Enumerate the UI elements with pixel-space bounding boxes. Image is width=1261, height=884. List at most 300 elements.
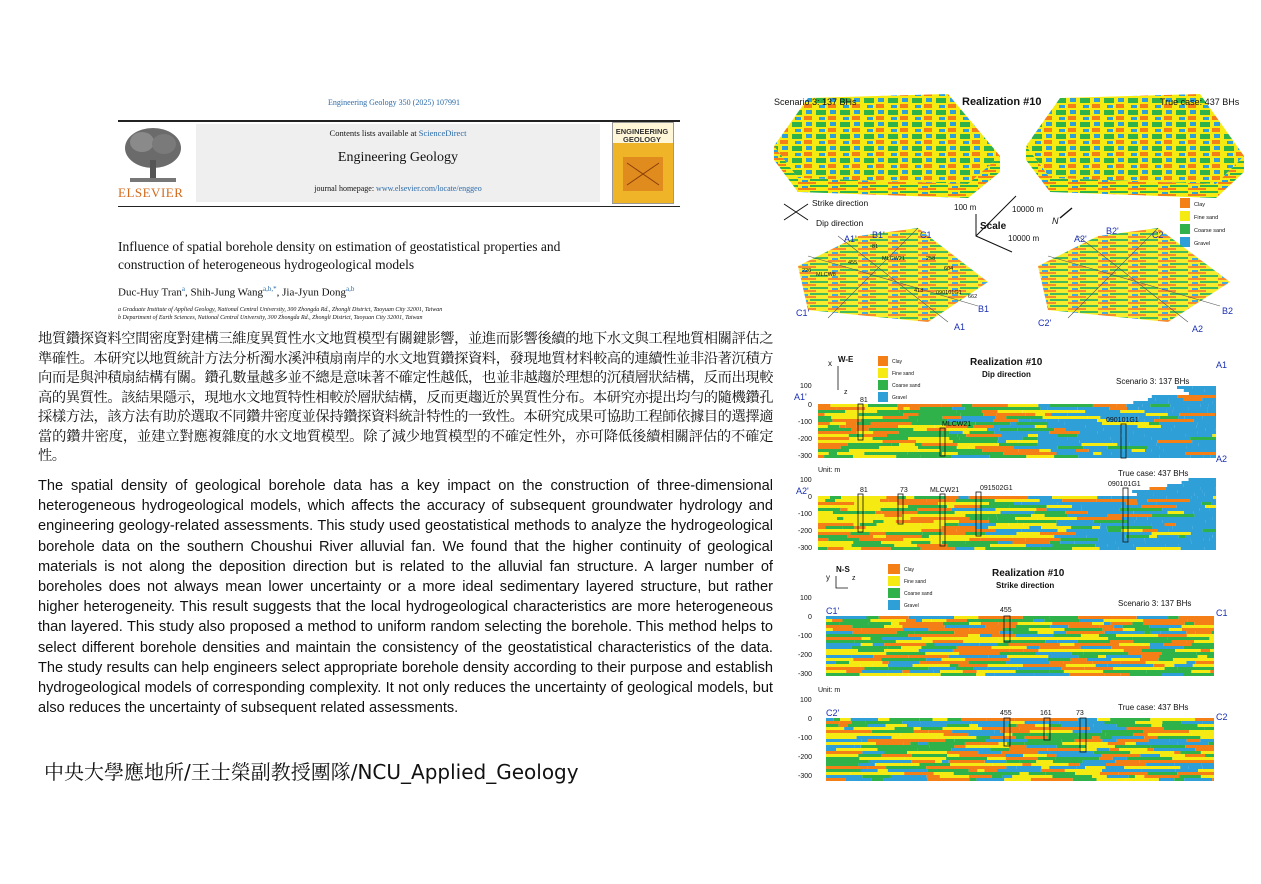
lithology-cell: [1103, 628, 1114, 631]
lithology-cell: [849, 434, 864, 437]
lithology-cell: [1211, 502, 1216, 505]
lithology-cell: [955, 511, 981, 514]
lithology-cell: [1054, 535, 1087, 538]
lithology-cell: [835, 499, 880, 502]
lithology-cell: [1209, 404, 1216, 407]
lithology-cell: [921, 535, 929, 538]
z-label: z: [852, 575, 856, 582]
lithology-cell: [826, 631, 853, 634]
lithology-cell: [1056, 757, 1088, 760]
lithology-cell: [850, 532, 870, 535]
lithology-cell: [1179, 544, 1216, 547]
lithology-cell: [985, 739, 1027, 742]
lithology-cell: [919, 733, 944, 736]
lithology-cell: [1007, 655, 1048, 658]
lithology-cell: [966, 772, 990, 775]
lithology-cell: [1097, 496, 1111, 499]
lithology-cell: [1047, 658, 1070, 661]
lithology-cell: [945, 625, 986, 628]
lithology-cell: [1110, 640, 1134, 643]
lithology-cell: [1183, 431, 1198, 434]
lithology-cell: [1154, 748, 1195, 751]
y-tick: 100: [800, 595, 812, 602]
lithology-cell: [1120, 410, 1144, 413]
lithology-cell: [1150, 404, 1170, 407]
lithology-cell: [825, 413, 859, 416]
lithology-cell: [914, 730, 929, 733]
lithology-cell: [1201, 404, 1209, 407]
lithology-cell: [1155, 398, 1168, 401]
lithology-cell: [1143, 529, 1158, 532]
lithology-cell: [990, 736, 1015, 739]
lithology-cell: [1040, 499, 1063, 502]
well-label: 091502G1: [980, 485, 1013, 492]
lithology-cell: [989, 455, 1026, 458]
lithology-cell: [959, 523, 990, 526]
lithology-cell: [1107, 544, 1134, 547]
lithology-cell: [1049, 670, 1064, 673]
lithology-cell: [1207, 655, 1214, 658]
lithology-cell: [1152, 514, 1195, 517]
lithology-cell: [828, 425, 839, 428]
lithology-cell: [862, 670, 903, 673]
lithology-cell: [927, 754, 948, 757]
lithology-cell: [1146, 661, 1187, 664]
lithology-cell: [908, 634, 953, 637]
lithology-cell: [929, 730, 952, 733]
lithology-cell: [1049, 431, 1080, 434]
lithology-cell: [1137, 499, 1148, 502]
lithology-cell: [928, 742, 965, 745]
lithology-cell: [1123, 625, 1150, 628]
lithology-cell: [839, 724, 848, 727]
lithology-cell: [840, 508, 847, 511]
lithology-cell: [818, 517, 837, 520]
lithology-cell: [818, 508, 840, 511]
lithology-cell: [1168, 766, 1180, 769]
lithology-cell: [1145, 434, 1161, 437]
lithology-cell: [1184, 389, 1204, 392]
lithology-cell: [983, 413, 996, 416]
axis-label: y: [826, 573, 830, 582]
lithology-cell: [1082, 443, 1118, 446]
lithology-cell: [998, 643, 1009, 646]
lithology-cell: [1035, 652, 1072, 655]
scale-title: Scale: [980, 221, 1007, 232]
lithology-cell: [894, 754, 912, 757]
lithology-cell: [1041, 526, 1071, 529]
well-label: 662: [968, 294, 978, 300]
lithology-cell: [955, 667, 973, 670]
lithology-cell: [1031, 514, 1045, 517]
lithology-cell: [1203, 538, 1210, 541]
lithology-cell: [1162, 508, 1199, 511]
lithology-cell: [1172, 428, 1206, 431]
lithology-cell: [1145, 410, 1167, 413]
lithology-cell: [1160, 631, 1186, 634]
lithology-cell: [920, 661, 945, 664]
lithology-cell: [1175, 649, 1201, 652]
lithology-cell: [1056, 754, 1101, 757]
lithology-cell: [1015, 736, 1024, 739]
lithology-cell: [1213, 496, 1216, 499]
lithology-cell: [977, 769, 984, 772]
lithology-cell: [1043, 416, 1088, 419]
lithology-cell: [1209, 449, 1217, 452]
lithology-cell: [1065, 628, 1103, 631]
lithology-cell: [1169, 398, 1184, 401]
lithology-cell: [1046, 419, 1059, 422]
lithology-cell: [917, 544, 948, 547]
lithology-cell: [1062, 742, 1107, 745]
fence-label-a2: A2: [1192, 324, 1204, 334]
lithology-cell: [1100, 526, 1107, 529]
lithology-cell: [1029, 772, 1046, 775]
lithology-cell: [864, 452, 908, 455]
lithology-cell: [1147, 772, 1177, 775]
lithology-cell: [926, 643, 934, 646]
lithology-cell: [981, 511, 1001, 514]
lithology-cell: [996, 514, 1031, 517]
lithology-cell: [818, 505, 830, 508]
lithology-cell: [1083, 446, 1108, 449]
lithology-cell: [826, 748, 836, 751]
fence-label-a1: A1: [954, 322, 966, 332]
lithology-cell: [1127, 757, 1172, 760]
lithology-cell: [826, 658, 853, 661]
fence-label-b1: B1: [978, 304, 990, 314]
lithology-cell: [1099, 757, 1113, 760]
label-true-case: True case: 437 BHs: [1118, 469, 1189, 478]
lithology-cell: [1102, 769, 1141, 772]
lithology-cell: [1125, 742, 1136, 745]
lithology-cell: [1045, 640, 1057, 643]
lithology-cell: [1162, 721, 1181, 724]
sciencedirect-link[interactable]: ScienceDirect: [418, 128, 467, 138]
lithology-cell: [884, 643, 926, 646]
fence-label-c2: C2: [1152, 230, 1164, 240]
lithology-cell: [992, 775, 1003, 778]
lithology-cell: [860, 742, 876, 745]
well-label: 455: [1000, 710, 1012, 717]
header-rule-bottom: [118, 206, 680, 207]
lithology-cell: [966, 434, 1001, 437]
lithology-cell: [882, 449, 919, 452]
lithology-cell: [865, 721, 902, 724]
lithology-cell: [1016, 670, 1050, 673]
lithology-cell: [995, 529, 1021, 532]
lithology-cell: [884, 529, 922, 532]
lithology-cell: [1099, 634, 1116, 637]
lithology-cell: [1148, 499, 1190, 502]
lithology-cell: [1130, 673, 1162, 676]
lithology-cell: [1161, 434, 1186, 437]
lithology-cell: [1025, 736, 1048, 739]
lithology-cell: [986, 625, 1016, 628]
lithology-cell: [1083, 452, 1093, 455]
lithology-cell: [826, 637, 862, 640]
lithology-cell: [883, 440, 907, 443]
lithology-cell: [916, 440, 953, 443]
lithology-cell: [1039, 649, 1084, 652]
lithology-cell: [969, 517, 988, 520]
y-tick: 0: [808, 402, 812, 409]
lithology-cell: [1212, 434, 1216, 437]
lithology-cell: [836, 407, 865, 410]
lithology-cell: [1079, 440, 1112, 443]
lithology-cell: [1020, 760, 1037, 763]
lithology-cell: [1149, 535, 1157, 538]
lithology-cell: [1044, 619, 1079, 622]
lithology-cell: [935, 760, 942, 763]
lithology-cell: [944, 733, 969, 736]
lithology-cell: [1146, 763, 1174, 766]
lithology-cell: [1057, 520, 1094, 523]
lithology-cell: [919, 407, 952, 410]
lithology-cell: [1201, 649, 1210, 652]
lithology-cell: [1189, 766, 1203, 769]
lithology-cell: [1074, 541, 1115, 544]
lithology-cell: [891, 622, 899, 625]
fence-label-b2: B2: [1222, 306, 1234, 316]
contents-prefix: Contents lists available at: [329, 128, 419, 138]
lithology-cell: [888, 664, 913, 667]
legend-swatch-gravel: [1180, 237, 1190, 247]
lithology-cell: [887, 673, 909, 676]
lithology-cell: [1159, 778, 1174, 781]
lithology-cell: [904, 772, 934, 775]
lithology-cell: [995, 673, 1035, 676]
lithology-cell: [839, 425, 845, 428]
lithology-cell: [1023, 616, 1050, 619]
legend-swatch-coarse-sand: [878, 380, 888, 390]
lithology-cell: [1132, 490, 1177, 493]
lithology-cell: [861, 547, 891, 550]
lithology-cell: [1038, 751, 1049, 754]
lithology-cell: [982, 727, 1019, 730]
lithology-cell: [824, 455, 853, 458]
lithology-cell: [1162, 673, 1184, 676]
lithology-cell: [879, 616, 909, 619]
lithology-cell: [1142, 643, 1150, 646]
lithology-cell: [1202, 721, 1214, 724]
lithology-cell: [885, 751, 908, 754]
lithology-cell: [902, 721, 920, 724]
lithology-cell: [1086, 425, 1109, 428]
lithology-cell: [993, 419, 1018, 422]
lithology-cell: [1006, 757, 1038, 760]
lithology-cell: [1035, 425, 1047, 428]
lithology-cell: [902, 763, 920, 766]
lithology-cell: [1149, 452, 1175, 455]
lithology-cell: [878, 748, 918, 751]
y-tick: -100: [798, 511, 813, 518]
well-label: 455: [1000, 607, 1012, 614]
lithology-cell: [1185, 754, 1205, 757]
lithology-cell: [965, 742, 999, 745]
lithology-cell: [1023, 643, 1060, 646]
lithology-cell: [849, 449, 881, 452]
lithology-cell: [918, 742, 928, 745]
y-tick: 100: [800, 477, 812, 484]
lithology-cell: [826, 739, 850, 742]
lithology-cell: [963, 640, 1003, 643]
lithology-cell: [943, 532, 966, 535]
lithology-cell: [1010, 422, 1016, 425]
lithology-cell: [1111, 622, 1133, 625]
figure-dip-sections: [790, 352, 1230, 556]
lithology-cell: [897, 404, 942, 407]
legend-coarse-sand: Coarse sand: [904, 591, 933, 597]
lithology-cell: [818, 416, 831, 419]
lithology-cell: [867, 616, 879, 619]
lithology-cell: [826, 625, 852, 628]
lithology-cell: [1182, 628, 1214, 631]
lithology-cell: [1001, 751, 1038, 754]
lithology-cell: [963, 431, 970, 434]
homepage-link[interactable]: www.elsevier.com/locate/enggeo: [376, 184, 482, 193]
lithology-cell: [826, 766, 867, 769]
lithology-cell: [1040, 547, 1072, 550]
lithology-cell: [1083, 760, 1116, 763]
well-label: MLCW21: [882, 256, 905, 262]
lithology-cell: [998, 437, 1022, 440]
lithology-cell: [1137, 502, 1157, 505]
lithology-cell: [826, 736, 857, 739]
lithology-cell: [1006, 416, 1042, 419]
lithology-cell: [1115, 745, 1150, 748]
lithology-cell: [1077, 434, 1122, 437]
lithology-cell: [961, 404, 972, 407]
lithology-cell: [873, 535, 886, 538]
lithology-cell: [1194, 640, 1214, 643]
lithology-cell: [1068, 437, 1104, 440]
lithology-cell: [1072, 652, 1084, 655]
lithology-cell: [1029, 628, 1065, 631]
lithology-cell: [947, 754, 959, 757]
lithology-cell: [865, 667, 889, 670]
lithology-cell: [1057, 452, 1084, 455]
well-label: 81: [860, 487, 868, 494]
lithology-cell: [1189, 478, 1217, 481]
lithology-cell: [1054, 634, 1082, 637]
lithology-cell: [1050, 718, 1078, 721]
lithology-cell: [1201, 487, 1216, 490]
lithology-cell: [1115, 760, 1139, 763]
lithology-cell: [1190, 499, 1216, 502]
lithology-cell: [1093, 661, 1120, 664]
lithology-cell: [1069, 673, 1105, 676]
lithology-cell: [818, 419, 832, 422]
lithology-cell: [891, 547, 921, 550]
lithology-cell: [826, 622, 839, 625]
lithology-cell: [992, 646, 1027, 649]
lithology-cell: [844, 547, 862, 550]
lithology-cell: [850, 739, 862, 742]
lithology-cell: [953, 634, 968, 637]
lithology-cell: [1175, 452, 1186, 455]
lithology-cell: [1142, 505, 1177, 508]
lithology-cell: [1047, 754, 1057, 757]
lithology-cell: [1084, 652, 1129, 655]
lithology-cell: [881, 511, 917, 514]
lithology-cell: [1146, 541, 1192, 544]
lithology-cell: [886, 652, 925, 655]
lithology-cell: [1103, 428, 1132, 431]
section-end-left: C2': [826, 708, 840, 718]
lithology-cell: [959, 652, 999, 655]
section-end-right: A1: [1216, 360, 1228, 370]
lithology-cell: [1099, 625, 1114, 628]
lithology-cell: [818, 529, 854, 532]
lithology-cell: [1202, 766, 1214, 769]
lithology-cell: [846, 670, 862, 673]
lithology-cell: [1060, 643, 1075, 646]
lithology-cell: [989, 502, 1014, 505]
author-name: Duc-Huy Tran: [118, 286, 182, 299]
lithology-cell: [940, 775, 969, 778]
axis-label: x: [828, 359, 832, 368]
lithology-cell: [818, 404, 830, 407]
legend-swatch-coarse-sand: [1180, 224, 1190, 234]
lithology-cell: [906, 619, 915, 622]
lithology-cell: [1039, 449, 1050, 452]
lithology-cell: [1122, 529, 1143, 532]
lithology-cell: [1165, 523, 1176, 526]
lithology-cell: [988, 664, 1023, 667]
lithology-cell: [1176, 769, 1198, 772]
lithology-cell: [891, 502, 897, 505]
lithology-cell: [1197, 425, 1216, 428]
lithology-cell: [1093, 751, 1130, 754]
lithology-cell: [1018, 622, 1053, 625]
lithology-cell: [858, 754, 881, 757]
lithology-cell: [1195, 493, 1205, 496]
lithology-cell: [869, 622, 891, 625]
lithology-cell: [1211, 392, 1216, 395]
lithology-cell: [886, 724, 907, 727]
lithology-cell: [1198, 769, 1214, 772]
lithology-cell: [1026, 745, 1056, 748]
lithology-cell: [1102, 730, 1144, 733]
lithology-cell: [1205, 505, 1216, 508]
lithology-cell: [986, 532, 1017, 535]
lithology-cell: [909, 655, 949, 658]
lithology-cell: [1012, 733, 1045, 736]
lithology-cell: [1174, 425, 1197, 428]
lithology-cell: [1133, 733, 1148, 736]
lithology-cell: [1162, 547, 1181, 550]
unit-label: Unit: m: [818, 687, 841, 694]
lithology-cell: [826, 652, 846, 655]
well-label: MLCW21: [942, 421, 972, 428]
well-label: 090101G1: [1108, 481, 1141, 488]
lithology-cell: [959, 437, 998, 440]
lithology-cell: [987, 757, 1006, 760]
lithology-cell: [1092, 736, 1100, 739]
lithology-cell: [1185, 745, 1214, 748]
lithology-cell: [1082, 508, 1119, 511]
lithology-cell: [950, 431, 963, 434]
lithology-cell: [1013, 535, 1054, 538]
lithology-cell: [1048, 736, 1092, 739]
paper-title: Influence of spatial borehole density on estimation of geostatistical properties and construction of heterogeneous hydrogeological models: [118, 239, 561, 272]
lithology-cell: [1019, 449, 1040, 452]
lithology-cell: [1059, 419, 1072, 422]
lithology-cell: [1117, 443, 1129, 446]
author-affiliation-mark: a: [181, 285, 185, 293]
lithology-cell: [915, 631, 955, 634]
